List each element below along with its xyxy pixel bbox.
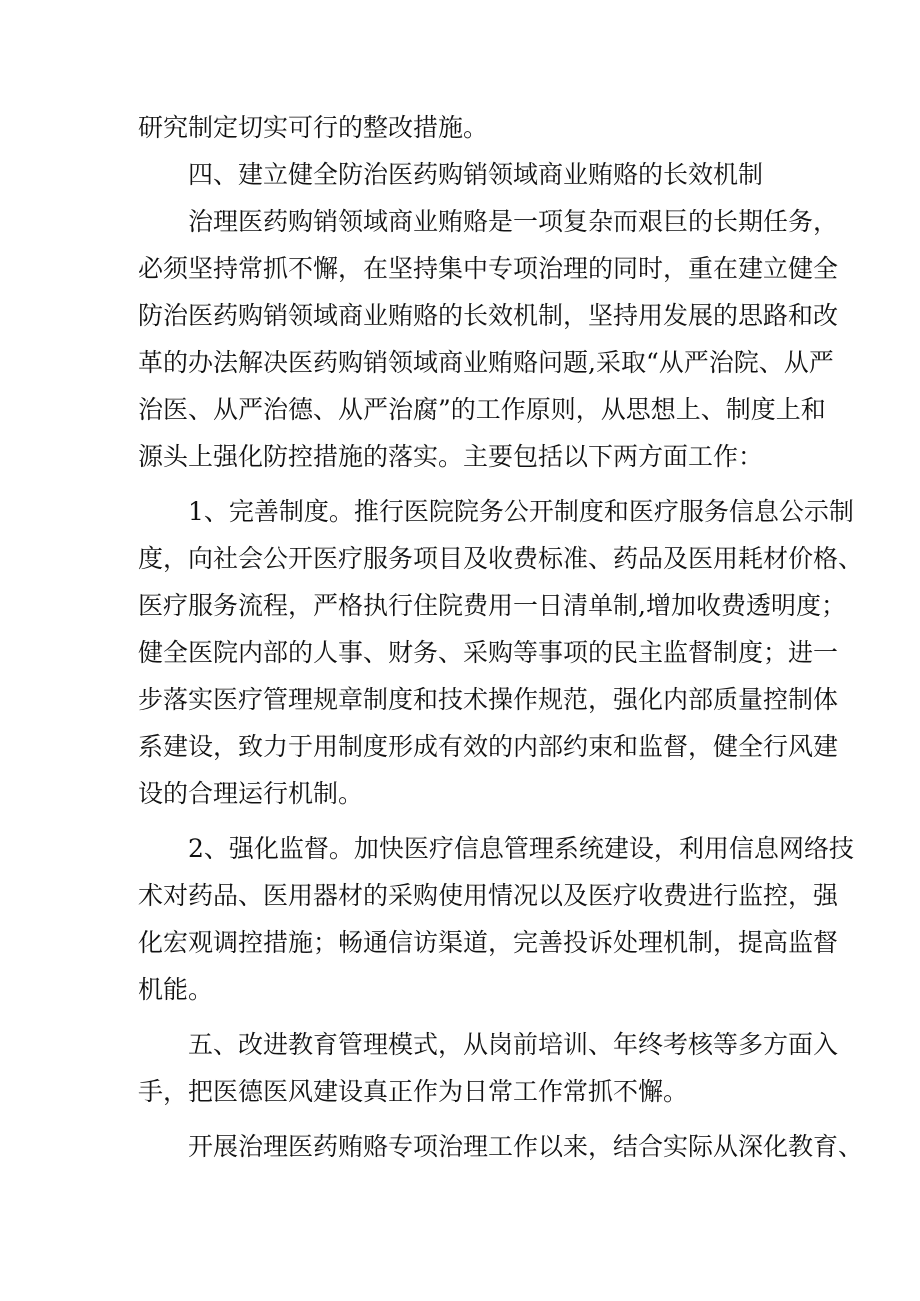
text-line: 源头上强化防控措施的落实。主要包括以下两方面工作： bbox=[138, 442, 764, 471]
text-line: 研究制定切实可行的整改措施。 bbox=[138, 113, 489, 142]
text-line: 机能。 bbox=[138, 975, 214, 1004]
text-line: 步落实医疗管理规章制度和技术操作规范，强化内部质量控制体 bbox=[138, 685, 839, 714]
text-line: 术对药品、医用器材的采购使用情况以及医疗收费进行监控，强 bbox=[138, 881, 839, 910]
section-heading-4: 四、建立健全防治医药购销领域商业贿赂的长效机制 bbox=[188, 160, 764, 189]
text-line: 健全医院内部的人事、财务、采购等事项的民主监督制度；进一 bbox=[138, 638, 839, 667]
text-line: 治医、从严治德、从严治腐”的工作原则，从思想上、制度上和 bbox=[138, 395, 826, 424]
text-line: 治理医药购销领域商业贿赂是一项复杂而艰巨的长期任务， bbox=[188, 207, 839, 236]
text-line: 设的合理运行机制。 bbox=[138, 779, 364, 808]
text-line: 医疗服务流程，严格执行住院费用一日清单制,增加收费透明度； bbox=[138, 591, 846, 620]
text-line: 革的办法解决医药购销领域商业贿赂问题,采取“从严治院、从严 bbox=[138, 348, 834, 377]
section-heading-5: 五、改进教育管理模式，从岗前培训、年终考核等多方面入 bbox=[188, 1030, 839, 1059]
text-line: 手，把医德医风建设真正作为日常工作常抓不懈。 bbox=[138, 1077, 689, 1106]
text-line: 开展治理医药贿赂专项治理工作以来，结合实际从深化教育、 bbox=[188, 1132, 864, 1161]
text-line: 度，向社会公开医疗服务项目及收费标准、药品及医用耗材价格、 bbox=[138, 544, 864, 573]
text-line: 必须坚持常抓不懈，在坚持集中专项治理的同时，重在建立健全 bbox=[138, 254, 839, 283]
document-body bbox=[138, 104, 864, 1170]
text-line: 防治医药购销领域商业贿赂的长效机制，坚持用发展的思路和改 bbox=[138, 301, 839, 330]
list-item-1-first-line: 1、完善制度。推行医院院务公开制度和医疗服务信息公示制 bbox=[188, 497, 854, 526]
text-line: 化宏观调控措施；畅通信访渠道，完善投诉处理机制，提高监督 bbox=[138, 928, 839, 957]
list-item-2-first-line: 2、强化监督。加快医疗信息管理系统建设，利用信息网络技 bbox=[188, 834, 854, 863]
text-line: 系建设，致力于用制度形成有效的内部约束和监督，健全行风建 bbox=[138, 732, 839, 761]
